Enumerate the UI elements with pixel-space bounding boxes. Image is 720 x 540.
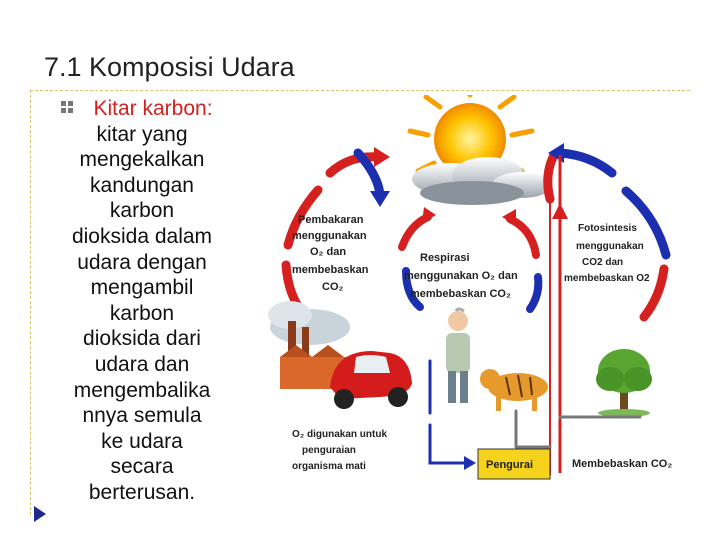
blue-arrowhead-icon: [370, 191, 390, 207]
next-slide-arrow-icon[interactable]: [33, 505, 47, 523]
bullet-text: [36, 96, 248, 506]
blue-arrowhead-icon: [464, 456, 476, 470]
bullet-line: karbon: [109, 199, 175, 223]
man-icon: [446, 309, 470, 403]
bullet-line: nnya semula: [82, 404, 202, 428]
bullet-label: Kitar karbon:: [93, 97, 213, 120]
bullet-line: kandungan: [90, 173, 194, 197]
bullet-line: mengekalkan: [79, 148, 205, 172]
bullet-line: karbon: [109, 301, 175, 325]
bullet-line: ke udara: [101, 429, 183, 453]
fotosintesis-cycle-arrows: [548, 153, 666, 317]
bullet-line: mengambil: [90, 276, 194, 300]
bullet-line: dioksida dalam: [71, 224, 213, 248]
bullet-line: berterusan.: [88, 480, 196, 504]
bullet-line: kitar yang: [96, 122, 188, 146]
bullet-line: secara: [110, 455, 174, 479]
penguraian-label: O₂ digunakan untuk penguraian organisma mati: [292, 429, 387, 472]
bullet-line: mengembalika: [73, 378, 211, 402]
bullet-line: udara dan: [94, 352, 190, 376]
fotosintesis-label: Fotosintesis menggunakan CO2 dan membebaskan O2: [564, 223, 650, 284]
left-divider: [30, 90, 31, 515]
pembakaran-label: Pembakaran menggunakan O₂ dan membebaskan CO₂: [292, 214, 369, 293]
membebaskan-co2-label: Membebaskan CO₂: [572, 458, 673, 470]
bullet-line: dioksida dari: [83, 327, 201, 351]
red-arrowhead-icon: [552, 203, 568, 219]
tree-icon: [596, 349, 652, 417]
pengurai-label: Pengurai: [486, 459, 534, 471]
bullet-line: udara dengan: [77, 250, 207, 274]
tiger-icon: [480, 369, 548, 411]
red-arrowhead-icon: [374, 147, 390, 167]
title-divider: [30, 90, 690, 91]
respirasi-label: Respirasi menggunakan O₂ dan membebaskan CO₂: [404, 252, 518, 300]
carbon-cycle-diagram: [260, 95, 692, 495]
slide-title: 7.1 Komposisi Udara: [44, 52, 295, 82]
